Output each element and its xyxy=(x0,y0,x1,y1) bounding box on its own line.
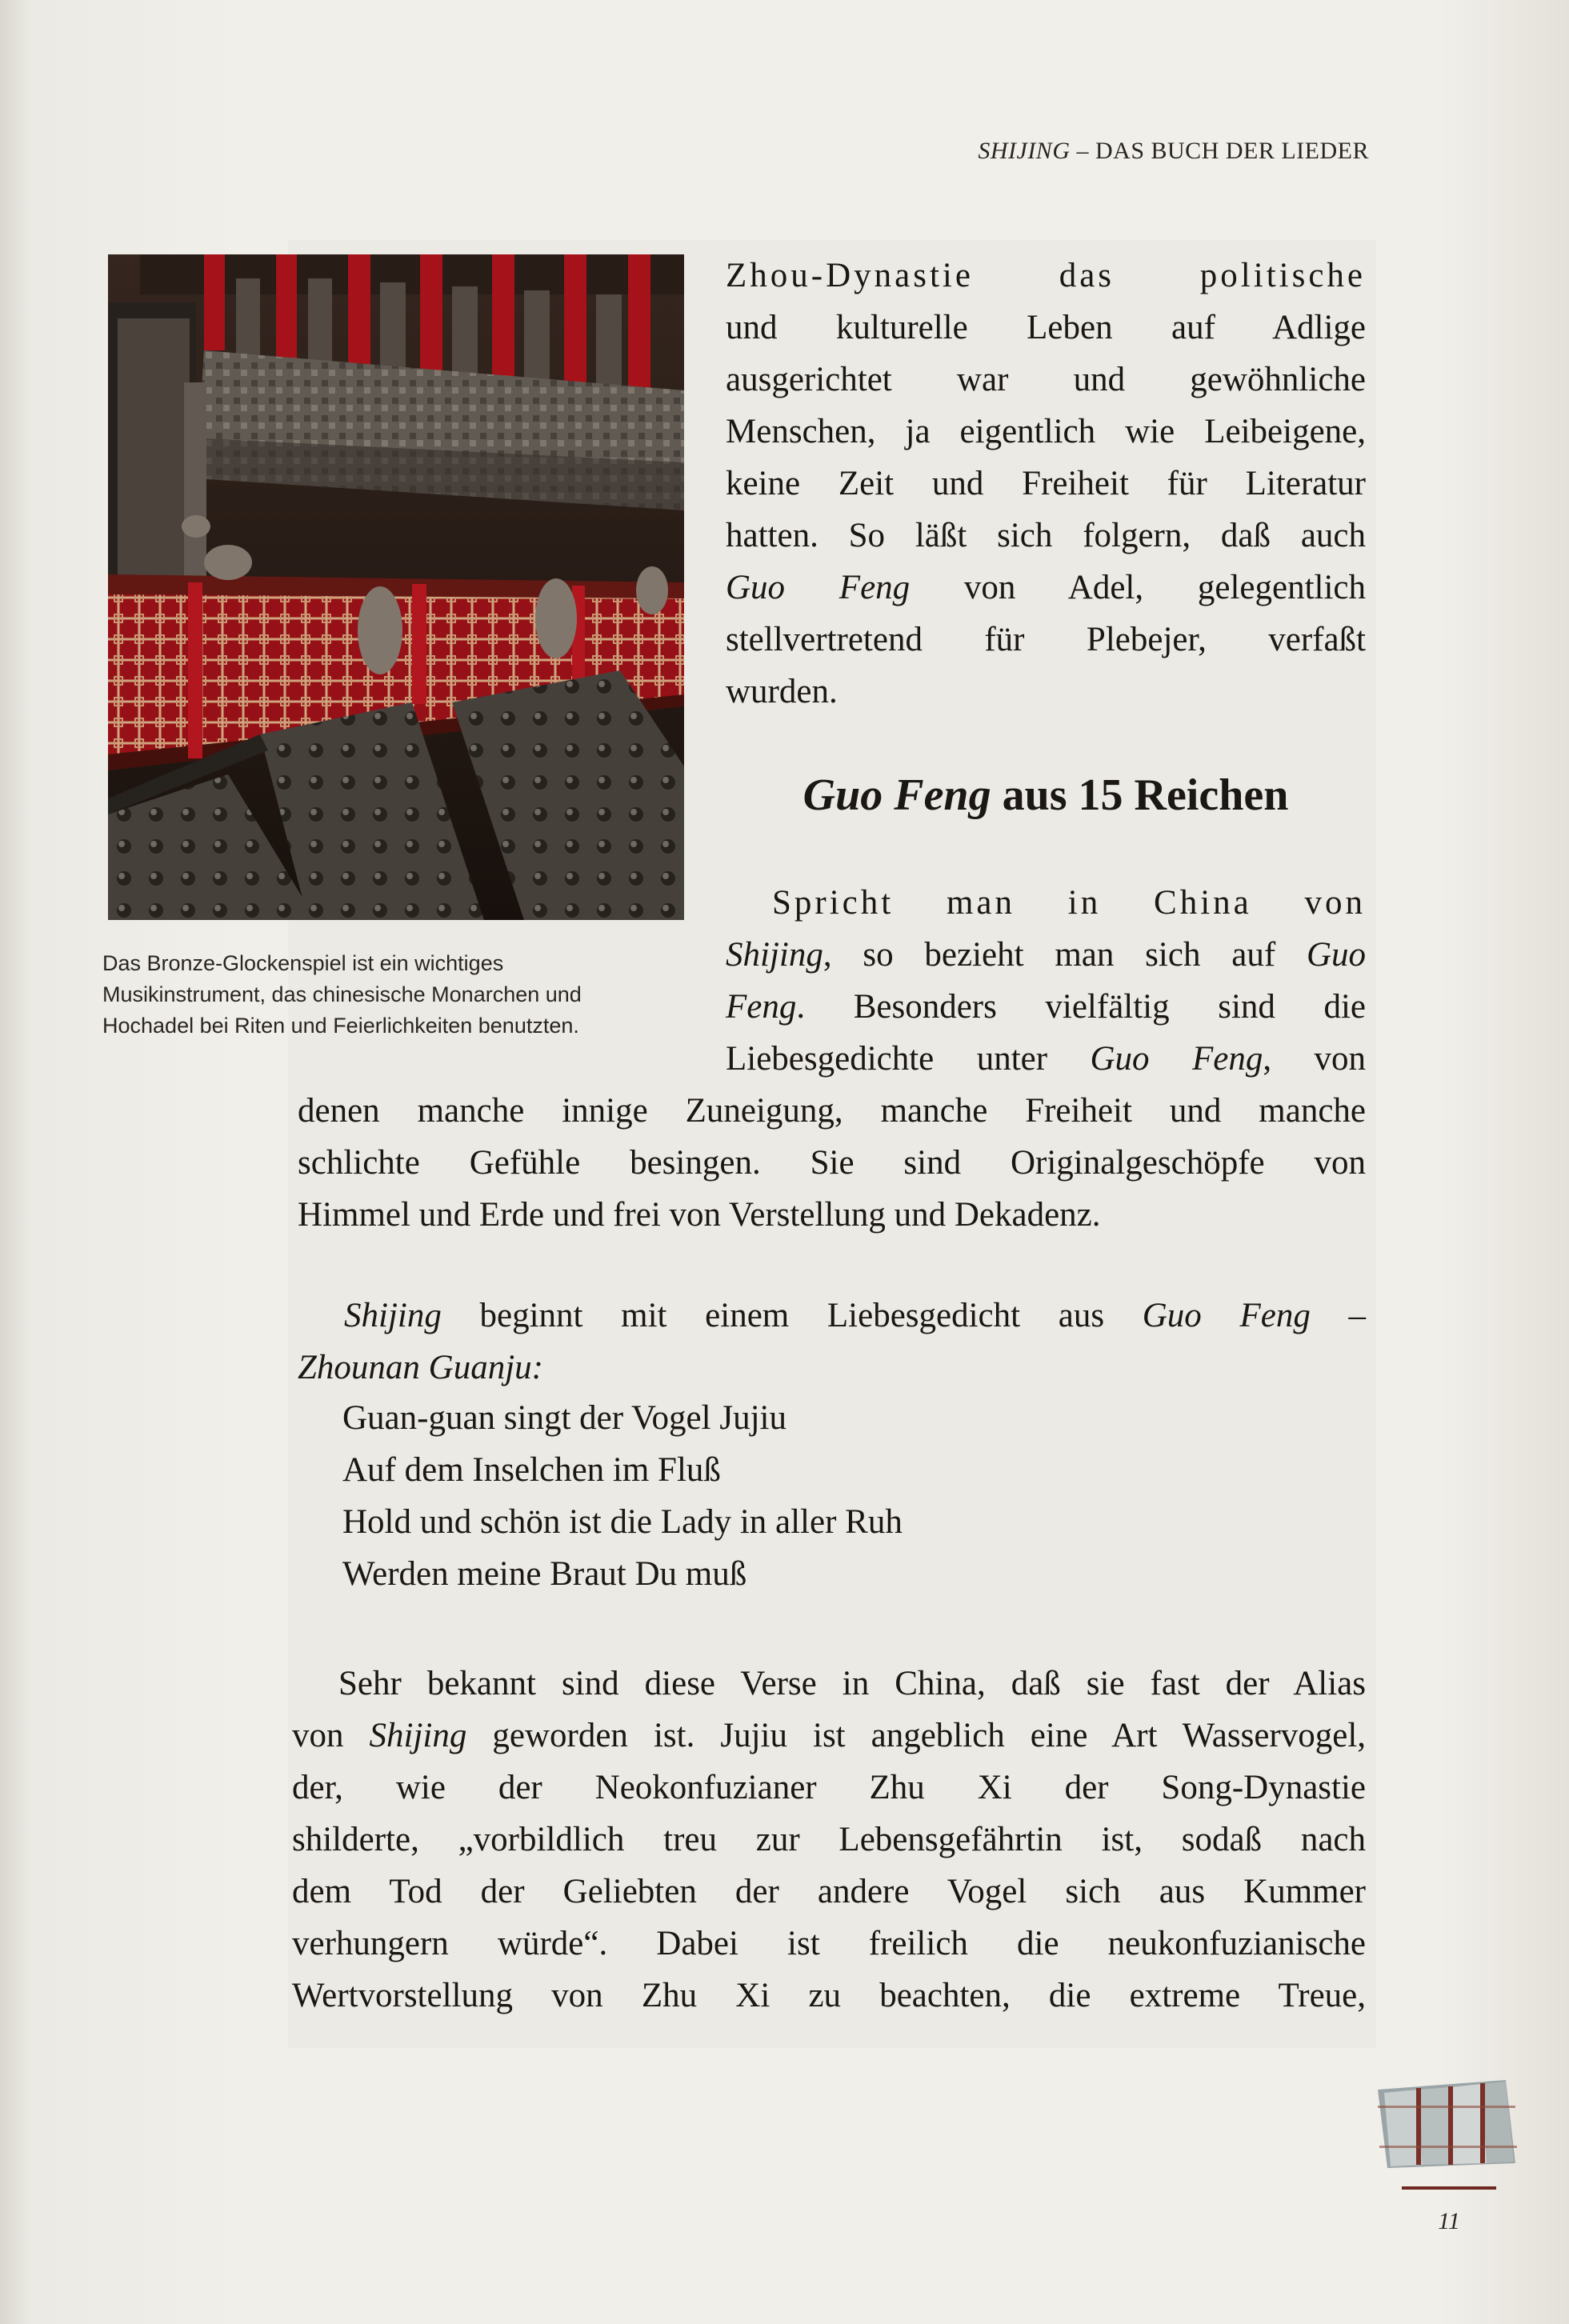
italic-term: Guo Feng – xyxy=(1142,1297,1366,1334)
caption-line: Hochadel bei Riten und Feierlichkeiten benutzten. xyxy=(102,1014,579,1038)
italic-term: Zhounan Guanju: xyxy=(298,1349,543,1386)
header-series-title: SHIJING xyxy=(978,138,1071,164)
page-number: 11 xyxy=(1438,2208,1460,2234)
italic-term: Feng xyxy=(726,988,797,1026)
italic-term: Guo Feng xyxy=(726,569,911,606)
text-line: stellvertretend für Plebejer, verfaßt xyxy=(726,621,1366,658)
text-fragment: von Adel, gelegentlich xyxy=(910,569,1366,606)
text-line: Himmel und Erde und frei von Verstellung und Dekadenz. xyxy=(298,1196,1101,1234)
text-line: ausgerichtet war und gewöhnliche xyxy=(726,361,1366,398)
poem-line: Hold und schön ist die Lady in aller Ruh xyxy=(342,1503,903,1541)
footer-rule xyxy=(1402,2186,1496,2190)
text-line: Menschen, ja eigentlich wie Leibeigene, xyxy=(726,413,1366,450)
text-line: Sehr bekannt sind diese Verse in China, daß sie fast der Alias xyxy=(338,1665,1366,1702)
text-line xyxy=(298,1290,1366,1342)
bamboo-scroll-ornament xyxy=(1370,2074,1522,2170)
text-fragment: . Besonders vielfältig sind die xyxy=(796,988,1366,1026)
text-fragment: , so bezieht man sich auf xyxy=(823,936,1307,974)
text-line: der, wie der Neokonfuzianer Zhu Xi der Song-Dynastie xyxy=(292,1769,1366,1806)
italic-term: Guo xyxy=(1306,936,1366,974)
italic-term: Guo Feng xyxy=(1090,1040,1263,1078)
paragraph-sehr-bekannt xyxy=(292,1658,1366,2022)
text-line: hatten. So läßt sich folgern, daß auch xyxy=(726,517,1366,554)
paragraph-spricht-man-continued xyxy=(298,1085,1366,1241)
text-line: denen manche innige Zuneigung, manche Freiheit und manche xyxy=(298,1092,1366,1130)
poem-guanju xyxy=(342,1392,1303,1600)
header-subtitle: – DAS BUCH DER LIEDER xyxy=(1070,138,1369,164)
poem-line: Guan-guan singt der Vogel Jujiu xyxy=(342,1399,787,1437)
paragraph-spricht-man xyxy=(726,877,1366,1085)
text-line: dem Tod der Geliebten der andere Vogel sich aus Kummer xyxy=(292,1873,1366,1910)
text-line: Zhou-Dynastie das politische xyxy=(726,257,1366,294)
bronze-bells-illustration xyxy=(108,254,684,920)
text-line xyxy=(726,1033,1366,1085)
heading-rest: aus 15 Reichen xyxy=(991,770,1289,820)
heading-italic: Guo Feng xyxy=(803,770,991,820)
text-line xyxy=(298,1342,1366,1394)
text-line xyxy=(726,562,1366,614)
text-fragment: , von xyxy=(1263,1040,1367,1078)
text-line xyxy=(726,929,1366,981)
poem-line: Auf dem Inselchen im Fluß xyxy=(342,1451,721,1489)
text-line: verhungern würde“. Dabei ist freilich die neukonfuzianische xyxy=(292,1925,1366,1962)
figure-caption xyxy=(102,948,662,1042)
text-line: Spricht man in China von xyxy=(772,884,1366,922)
text-line: wurden. xyxy=(726,673,838,710)
caption-line: Musikinstrument, das chinesische Monarchen und xyxy=(102,982,582,1006)
text-line: und kulturelle Leben auf Adlige xyxy=(726,309,1366,346)
text-line: schlichte Gefühle besingen. Sie sind Originalgeschöpfe von xyxy=(298,1144,1366,1182)
text-line: shilderte, „vorbildlich treu zur Lebensgefährtin ist, sodaß nach xyxy=(292,1821,1366,1858)
italic-term: Shijing xyxy=(369,1717,467,1754)
italic-term: Shijing xyxy=(344,1297,442,1334)
running-header xyxy=(978,138,1369,165)
text-fragment: von xyxy=(292,1717,370,1754)
paragraph-zhou-dynastie xyxy=(726,250,1366,718)
bronze-bells-photo xyxy=(108,254,684,920)
text-line: Wertvorstellung von Zhu Xi zu beachten, die extreme Treue, xyxy=(292,1977,1366,2014)
text-line xyxy=(726,981,1366,1033)
text-fragment: beginnt mit einem Liebesgedicht aus xyxy=(441,1297,1143,1334)
text-fragment: geworden ist. Jujiu ist angeblich eine Art Wasservogel, xyxy=(466,1717,1367,1754)
text-line: keine Zeit und Freiheit für Literatur xyxy=(726,465,1366,502)
text-line xyxy=(292,1710,1366,1762)
paragraph-shijing-beginnt xyxy=(298,1290,1366,1394)
poem-line: Werden meine Braut Du muß xyxy=(342,1555,747,1593)
italic-term: Shijing xyxy=(726,936,823,974)
caption-line: Das Bronze-Glockenspiel ist ein wichtiges xyxy=(102,951,504,975)
text-fragment: Liebesgedichte unter xyxy=(726,1040,1091,1078)
section-heading xyxy=(726,770,1366,821)
